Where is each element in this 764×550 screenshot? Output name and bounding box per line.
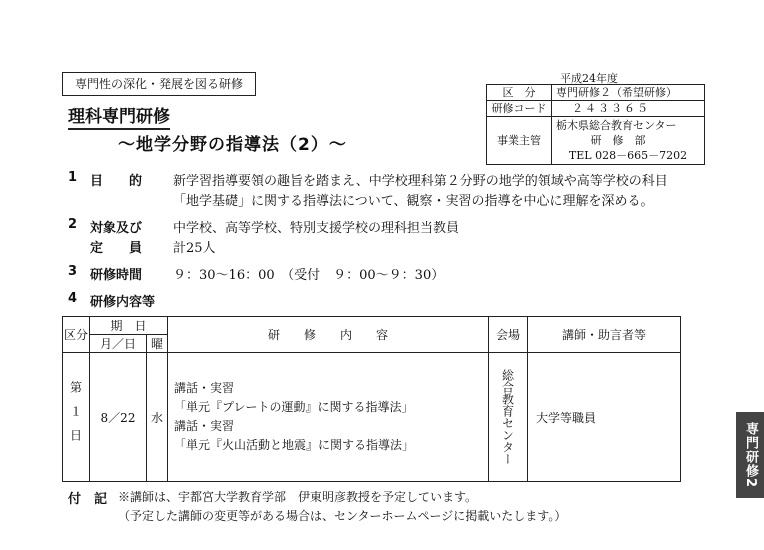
section-2-target: 中学校、高等学校、特別支援学校の理科担当教員: [173, 221, 460, 236]
section-3-time: ９：30～16：00 （受付 ９：00～９：30）: [173, 268, 445, 283]
section-4-number: 4: [68, 291, 78, 306]
content-line-2: 「単元『プレートの運動』に関する指導法」: [174, 400, 414, 414]
dept-name: 栃木県総合教育センター: [556, 119, 677, 132]
header-weekday: 曜: [147, 335, 168, 353]
info-row-code: [487, 101, 705, 117]
section-1-line-2: 「地学基礎」に関する指導法について、観察・実習の指導を中心に理解を深める。: [173, 194, 654, 209]
section-1-label: 目 的: [90, 174, 143, 189]
schedule-table: [62, 316, 681, 482]
section-3-number: 3: [68, 264, 78, 279]
header-venue: 会場: [489, 317, 528, 353]
section-3-label: 研修時間: [90, 268, 143, 283]
section-2-capacity: 計25人: [173, 241, 216, 256]
header-kijitsu: 期 日: [90, 317, 168, 335]
row-kubun: [63, 353, 90, 482]
note-line-2: （予定した講師の変更等がある場合は、センターホームページに掲載いたします。）: [118, 509, 567, 523]
category-box: 専門性の深化・発展を図る研修: [62, 72, 256, 96]
page-title: 理科専門研修: [68, 102, 170, 130]
note-line-1: ※講師は、宇都宮大学教育学部 伊東明彦教授を予定しています。: [118, 490, 478, 504]
section-2-label-2: 定 員: [90, 241, 143, 256]
note-label: 付 記: [68, 492, 108, 507]
row-date: 8／22: [90, 353, 147, 482]
section-1-line-1: 新学習指導要領の趣旨を踏まえ、中学校理科第２分野の地学的領域や高等学校の科目: [173, 174, 668, 189]
schedule-row: [63, 353, 681, 482]
schedule-header-row: [63, 317, 681, 335]
row-weekday: 水: [147, 353, 168, 482]
content-line-1: 講話・実習: [174, 381, 235, 395]
header-content: 研 修 内 容: [168, 317, 489, 353]
header-lecturer: 講師・助言者等: [528, 317, 681, 353]
dept-section: 研 修 部: [590, 134, 646, 147]
info-row-dept: [487, 117, 705, 165]
info-row-kubun: [487, 85, 705, 101]
info-label: 事業主管: [487, 117, 552, 165]
row-lecturer: 大学等職員: [528, 353, 681, 482]
info-value: 専門研修２（希望研修）: [552, 85, 705, 101]
row-venue: [489, 353, 528, 482]
header-kubun: 区分: [63, 317, 90, 353]
section-2-label-1: 対象及び: [90, 221, 143, 236]
row-venue-text: 総合教育センター: [500, 369, 515, 465]
dept-phone: TEL 028－665－7202: [568, 149, 688, 162]
side-tab: 専門研修2: [736, 412, 764, 498]
section-2-number: 2: [68, 217, 78, 232]
content-line-4: 「単元『火山活動と地震』に関する指導法」: [174, 438, 415, 452]
info-value: [552, 117, 705, 165]
info-value: ２４３３６５: [552, 101, 705, 117]
fiscal-year: 平成24年度: [560, 72, 618, 85]
content-line-3: 講話・実習: [174, 419, 235, 433]
info-label: 区 分: [487, 85, 552, 101]
row-content: [168, 353, 489, 482]
header-monthday: 月／日: [90, 335, 147, 353]
info-table: [486, 84, 705, 165]
section-1-number: 1: [68, 170, 78, 185]
row-kubun-text: 第１日: [68, 381, 83, 453]
info-label: 研修コード: [487, 101, 552, 117]
page-subtitle: ～地学分野の指導法（2）～: [118, 135, 347, 155]
section-4-label: 研修内容等: [90, 295, 156, 310]
